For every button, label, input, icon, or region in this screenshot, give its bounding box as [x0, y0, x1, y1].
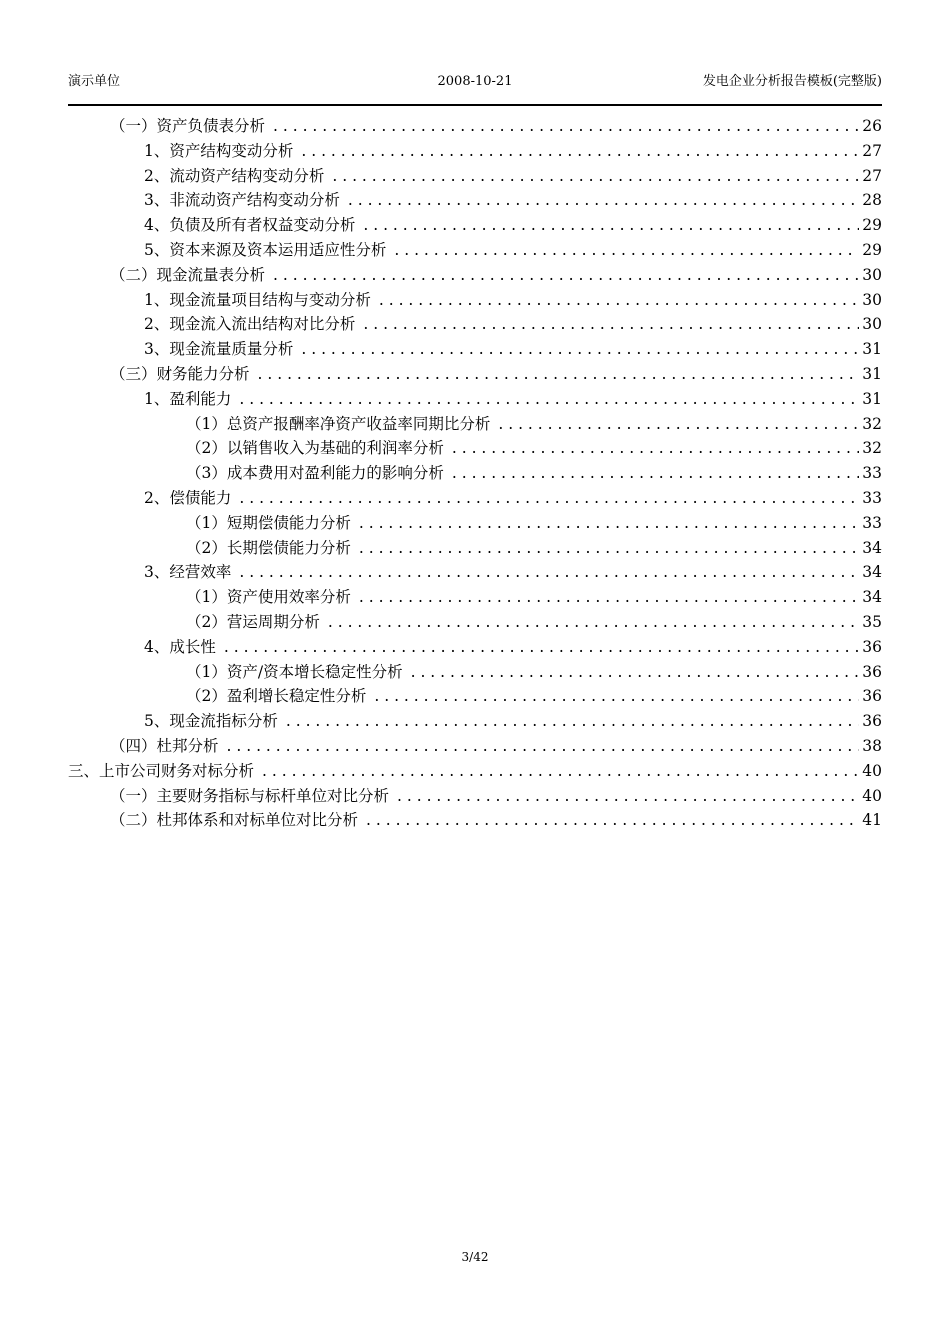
toc-entry-page: 34	[862, 588, 882, 607]
toc-dot-leader	[359, 585, 859, 610]
toc-entry-page: 29	[862, 216, 882, 235]
toc-entry-page: 30	[862, 290, 882, 309]
toc-entry-title: （2）以销售收入为基础的利润率分析	[186, 439, 444, 458]
toc-entry-title: 3、现金流量质量分析	[144, 340, 294, 359]
toc-entry[interactable]	[68, 263, 882, 288]
toc-dot-leader	[239, 387, 859, 412]
toc-entry-title: 2、现金流入流出结构对比分析	[144, 315, 356, 334]
toc-entry-title: 3、非流动资产结构变动分析	[144, 191, 340, 210]
toc-entry-title: （一）主要财务指标与标杆单位对比分析	[110, 786, 390, 805]
toc-entry-title: （二）现金流量表分析	[110, 265, 266, 284]
toc-entry-title: 4、成长性	[144, 637, 216, 656]
toc-entry-page: 32	[862, 439, 882, 458]
toc-entry[interactable]	[68, 337, 882, 362]
toc-entry[interactable]	[68, 114, 882, 139]
toc-dot-leader	[328, 610, 859, 635]
toc-entry-title: （1）总资产报酬率净资产收益率同期比分析	[186, 414, 491, 433]
toc-entry-page: 36	[862, 662, 882, 681]
toc-entry[interactable]	[68, 560, 882, 585]
page-number: 3/42	[461, 1250, 489, 1264]
toc-entry-page: 31	[862, 364, 882, 383]
toc-entry[interactable]	[68, 412, 882, 437]
toc-entry-title: （2）长期偿债能力分析	[186, 538, 351, 557]
toc-entry-title: （3）成本费用对盈利能力的影响分析	[186, 464, 444, 483]
toc-entry[interactable]	[68, 808, 882, 833]
toc-entry-title: 3、经营效率	[144, 563, 232, 582]
toc-dot-leader	[359, 511, 859, 536]
header-document-title: 发电企业分析报告模板(完整版)	[702, 74, 882, 89]
toc-entry-page: 30	[862, 315, 882, 334]
toc-entry[interactable]	[68, 238, 882, 263]
toc-entry[interactable]	[68, 635, 882, 660]
toc-dot-leader	[363, 312, 859, 337]
toc-entry-title: 1、现金流量项目结构与变动分析	[144, 290, 371, 309]
toc-dot-leader	[452, 461, 859, 486]
page-footer	[0, 1250, 950, 1264]
toc-entry-page: 32	[862, 414, 882, 433]
toc-entry-page: 30	[862, 265, 882, 284]
toc-entry[interactable]	[68, 213, 882, 238]
toc-entry-title: （1）短期偿债能力分析	[186, 513, 351, 532]
header-organization: 演示单位	[68, 74, 121, 89]
toc-entry-title: 5、资本来源及资本运用适应性分析	[144, 240, 387, 259]
toc-entry[interactable]	[68, 585, 882, 610]
toc-entry[interactable]	[68, 362, 882, 387]
toc-entry-title: 三、上市公司财务对标分析	[68, 761, 255, 780]
toc-entry[interactable]	[68, 312, 882, 337]
toc-entry[interactable]	[68, 784, 882, 809]
toc-entry-page: 40	[862, 761, 882, 780]
toc-entry[interactable]	[68, 709, 882, 734]
toc-dot-leader	[332, 164, 859, 189]
toc-entry[interactable]	[68, 436, 882, 461]
toc-entry-title: 2、流动资产结构变动分析	[144, 166, 325, 185]
toc-entry-title: （1）资产使用效率分析	[186, 588, 351, 607]
toc-entry-page: 33	[862, 513, 882, 532]
toc-entry-title: （2）盈利增长稳定性分析	[186, 687, 367, 706]
header-divider	[68, 104, 882, 106]
toc-entry-title: 4、负债及所有者权益变动分析	[144, 216, 356, 235]
header-date: 2008-10-21	[437, 74, 513, 89]
toc-dot-leader	[379, 288, 859, 313]
toc-entry-title: （一）资产负债表分析	[110, 117, 266, 135]
toc-entry[interactable]	[68, 759, 882, 784]
toc-entry-title: 2、偿债能力	[144, 488, 232, 507]
toc-entry-page: 28	[862, 191, 882, 210]
toc-entry-page: 36	[862, 637, 882, 656]
toc-dot-leader	[227, 734, 860, 759]
toc-dot-leader	[374, 684, 859, 709]
toc-dot-leader	[363, 213, 859, 238]
toc-dot-leader	[452, 436, 859, 461]
toc-entry-title: （2）营运周期分析	[186, 612, 320, 631]
toc-entry-page: 34	[862, 563, 882, 582]
toc-entry[interactable]	[68, 660, 882, 685]
toc-dot-leader	[394, 238, 859, 263]
toc-entry-page: 27	[862, 166, 882, 185]
toc-entry-page: 33	[862, 464, 882, 483]
toc-entry[interactable]	[68, 734, 882, 759]
toc-entry[interactable]	[68, 610, 882, 635]
toc-entry-title: （1）资产/资本增长稳定性分析	[186, 662, 403, 681]
toc-dot-leader	[273, 263, 859, 288]
toc-dot-leader	[239, 486, 859, 511]
toc-entry[interactable]	[68, 164, 882, 189]
toc-entry-page: 36	[862, 687, 882, 706]
toc-entry[interactable]	[68, 461, 882, 486]
toc-dot-leader	[397, 784, 859, 809]
toc-entry-title: （二）杜邦体系和对标单位对比分析	[110, 811, 359, 830]
toc-entry[interactable]	[68, 536, 882, 561]
toc-entry-page: 36	[862, 712, 882, 731]
toc-entry-page: 33	[862, 488, 882, 507]
toc-entry[interactable]	[68, 139, 882, 164]
toc-entry-title: （四）杜邦分析	[110, 736, 219, 755]
toc-entry-page: 29	[862, 240, 882, 259]
toc-entry-title: 1、资产结构变动分析	[144, 141, 294, 160]
toc-entry-title: 1、盈利能力	[144, 389, 232, 408]
toc-entry-page: 35	[862, 612, 882, 631]
toc-dot-leader	[273, 114, 859, 139]
toc-entry-page: 40	[862, 786, 882, 805]
page-header	[68, 72, 882, 92]
toc-dot-leader	[286, 709, 859, 734]
toc-entry[interactable]	[68, 387, 882, 412]
toc-entry[interactable]	[68, 684, 882, 709]
toc-entry-page: 34	[862, 538, 882, 557]
toc-entry[interactable]	[68, 188, 882, 213]
toc-entry-page: 38	[862, 736, 882, 755]
toc-dot-leader	[411, 660, 860, 685]
toc-entry[interactable]	[68, 511, 882, 536]
toc-dot-leader	[301, 337, 859, 362]
toc-entry-page: 26	[862, 117, 882, 135]
toc-entry-title: （三）财务能力分析	[110, 364, 250, 383]
toc-dot-leader	[359, 536, 859, 561]
table-of-contents	[68, 114, 882, 833]
toc-entry[interactable]	[68, 486, 882, 511]
toc-dot-leader	[366, 808, 859, 833]
toc-entry-page: 31	[862, 389, 882, 408]
toc-entry-page: 41	[862, 811, 882, 830]
toc-entry[interactable]	[68, 288, 882, 313]
toc-dot-leader	[262, 759, 859, 784]
toc-dot-leader	[301, 139, 859, 164]
toc-dot-leader	[239, 560, 859, 585]
toc-entry-page: 31	[862, 340, 882, 359]
toc-dot-leader	[498, 412, 859, 437]
toc-entry-page: 27	[862, 141, 882, 160]
toc-dot-leader	[258, 362, 860, 387]
toc-entry-title: 5、现金流指标分析	[144, 712, 278, 731]
toc-dot-leader	[224, 635, 859, 660]
toc-dot-leader	[348, 188, 859, 213]
